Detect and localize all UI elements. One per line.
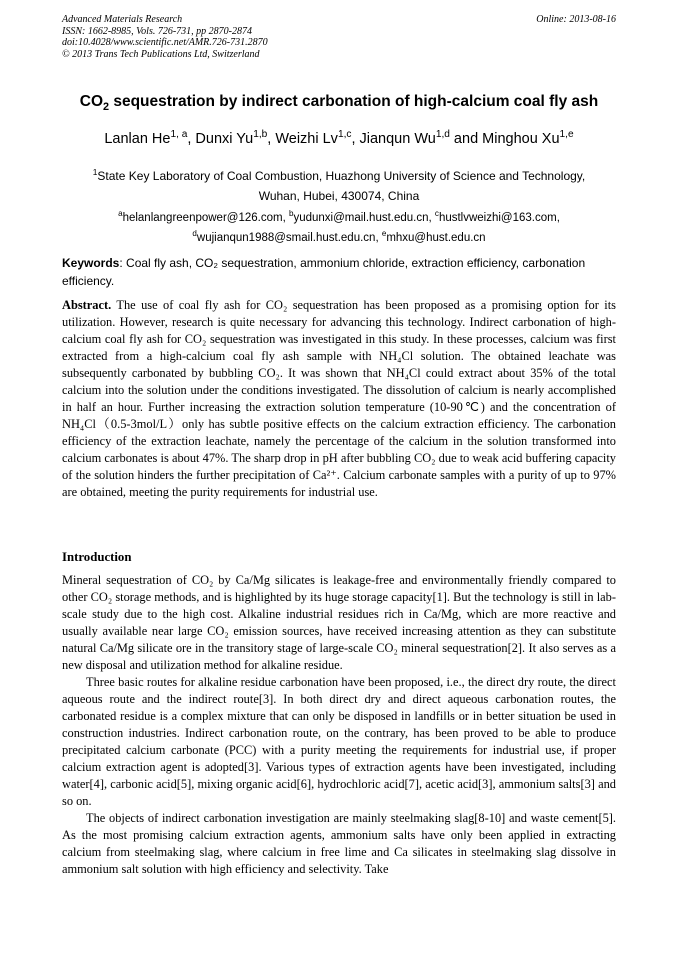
- author: Minghou Xu$^{1,e}$: [482, 129, 574, 147]
- running-header: [62, 14, 616, 60]
- author-list: [20, 131, 658, 147]
- author-emails: $^a$helanlangreenpower@126.com, $^b$yudunxi@mail.hust.edu.cn, $^c$hustlvweizhi@163.com, $^d$wujianqun1988@smail.hust.edu.cn, $^e$mhxu@hust.edu.cn: [118, 209, 560, 244]
- email-a[interactable]: helanlangreenpower@126.com: [122, 212, 283, 224]
- journal-name: Advanced Materials Research: [62, 14, 183, 25]
- paragraph: Mineral sequestration of CO₂ by Ca/Mg silicates is leakage-free and environmentally friendly compared to other CO₂ storage methods, and is highlighted by its huge storage capacity[1]. But the technology is still in lab-scale study due to the high cost. Alkaline industrial residues rich in Ca/Mg, which are more reactive and usually available near large CO₂ emission sources, have received increasing attention as they can substitute natural Ca/Mg silicate ore in the transitory stage of large-scale CO₂ mineral sequestration[2]. It also serves as a new disposal and utilization method for alkaline residue.: [62, 573, 616, 672]
- issn-line: ISSN: 1662-8985, Vols. 726-731, pp 2870-2874: [62, 25, 252, 37]
- keywords: [62, 254, 616, 290]
- online-date: Online: 2013-08-16: [536, 14, 616, 25]
- title-part: sequestration by indirect carbonation of high-calcium coal fly ash: [109, 93, 599, 110]
- copyright-line: © 2013 Trans Tech Publications Ltd, Switzerland: [62, 48, 260, 60]
- abstract-label: Abstract.: [62, 298, 112, 312]
- author: Weizhi Lv$^{1,c}$,: [275, 129, 360, 147]
- affiliation: $^1$State Key Laboratory of Coal Combustion, Huazhong University of Science and Technology, Wuhan, Hubei, 430074, China: [92, 167, 586, 203]
- paragraph: Three basic routes for alkaline residue carbonation have been proposed, i.e., the direct dry route, the direct aqueous route and the indirect route[3]. In both direct dry and direct aqueous carbonation routes, the carbonated residue is a complex mixture that can only be disposed in landfills or in better situation be used in construction industries. Indirect carbonation route, on the contrary, has been proved to be able to produce precipitated calcium carbonate (PCC) with a purity meeting the requirements for industrial use, if proper calcium extraction agent is adopted[3]. Various types of extraction agents have been investigated, including water[4], carbonic acid[5], mixing organic acid[6], hydrochloric acid[7], acetic acid[3], ammonium salts[3] and so on.: [62, 675, 616, 808]
- author: Jianqun Wu$^{1,d}$ and: [359, 129, 483, 147]
- doi-line: doi:10.4028/www.scientific.net/AMR.726-731.2870: [62, 37, 268, 48]
- section-heading-introduction: Introduction: [62, 550, 132, 564]
- paper-title: [40, 93, 638, 114]
- email-e[interactable]: mhxu@hust.edu.cn: [386, 232, 486, 244]
- abstract-text: The use of coal fly ash for CO₂ sequestration has been proposed as a promising option for its utilization. However, research is quite necessary for advancing this technology. Indirect carbonation of high-calcium coal fly ash for CO₂ sequestration was investigated in this study. In these processes, calcium was first extracted from a high-calcium coal fly ash sample with NH₄Cl solution. The obtained leachate was subsequently carbonated by bubbling CO₂. It was shown that NH₄Cl could extract about 35% of the total calcium into the solution under the conditions investigated. The dissolution of calcium is nearly accomplished in half an hour. Further increasing the extraction solution temperature (10-90℃) and the concentration of NH₄Cl（0.5-3mol/L）only has subtle positive effects on the calcium extraction efficiency. The carbonation efficiency of the extraction leachate, namely the percentage of the calcium in the solution transformed into calcium carbonates is about 47%. The sharp drop in pH after bubbling CO₂ due to weak acid buffering capacity of the solution hinders the further precipitation of Ca²⁺. Calcium carbonate samples with a purity of up to 97% are obtained, meeting the purity requirements for industrial use.: [62, 298, 616, 499]
- author: Lanlan He$^{1, a}$,: [104, 129, 196, 147]
- title-subscript: 2: [103, 101, 110, 114]
- paragraph: The objects of indirect carbonation investigation are mainly steelmaking slag[8-10] and waste cement[5]. As the most promising calcium extraction agents, ammonium salts have only been applied in extracting calcium from steelmaking slag, where calcium in free lime and Ca silicates in steelmaking slag dissolve in ammonium salt solution with high efficiency and selectivity. Take: [62, 811, 616, 876]
- author: Dunxi Yu$^{1,b}$,: [195, 129, 276, 147]
- title-part: CO: [79, 93, 103, 110]
- abstract: [62, 297, 616, 501]
- keywords-label: Keywords: [62, 256, 120, 270]
- keywords-text: : Coal fly ash, CO₂ sequestration, ammonium chloride, extraction efficiency, carbonation efficiency.: [62, 256, 586, 288]
- email-b[interactable]: yudunxi@mail.hust.edu.cn: [293, 212, 429, 224]
- email-d[interactable]: wujianqun1988@smail.hust.edu.cn: [196, 232, 376, 244]
- introduction-body: [62, 572, 616, 878]
- email-c[interactable]: hustlvweizhi@163.com: [438, 212, 557, 224]
